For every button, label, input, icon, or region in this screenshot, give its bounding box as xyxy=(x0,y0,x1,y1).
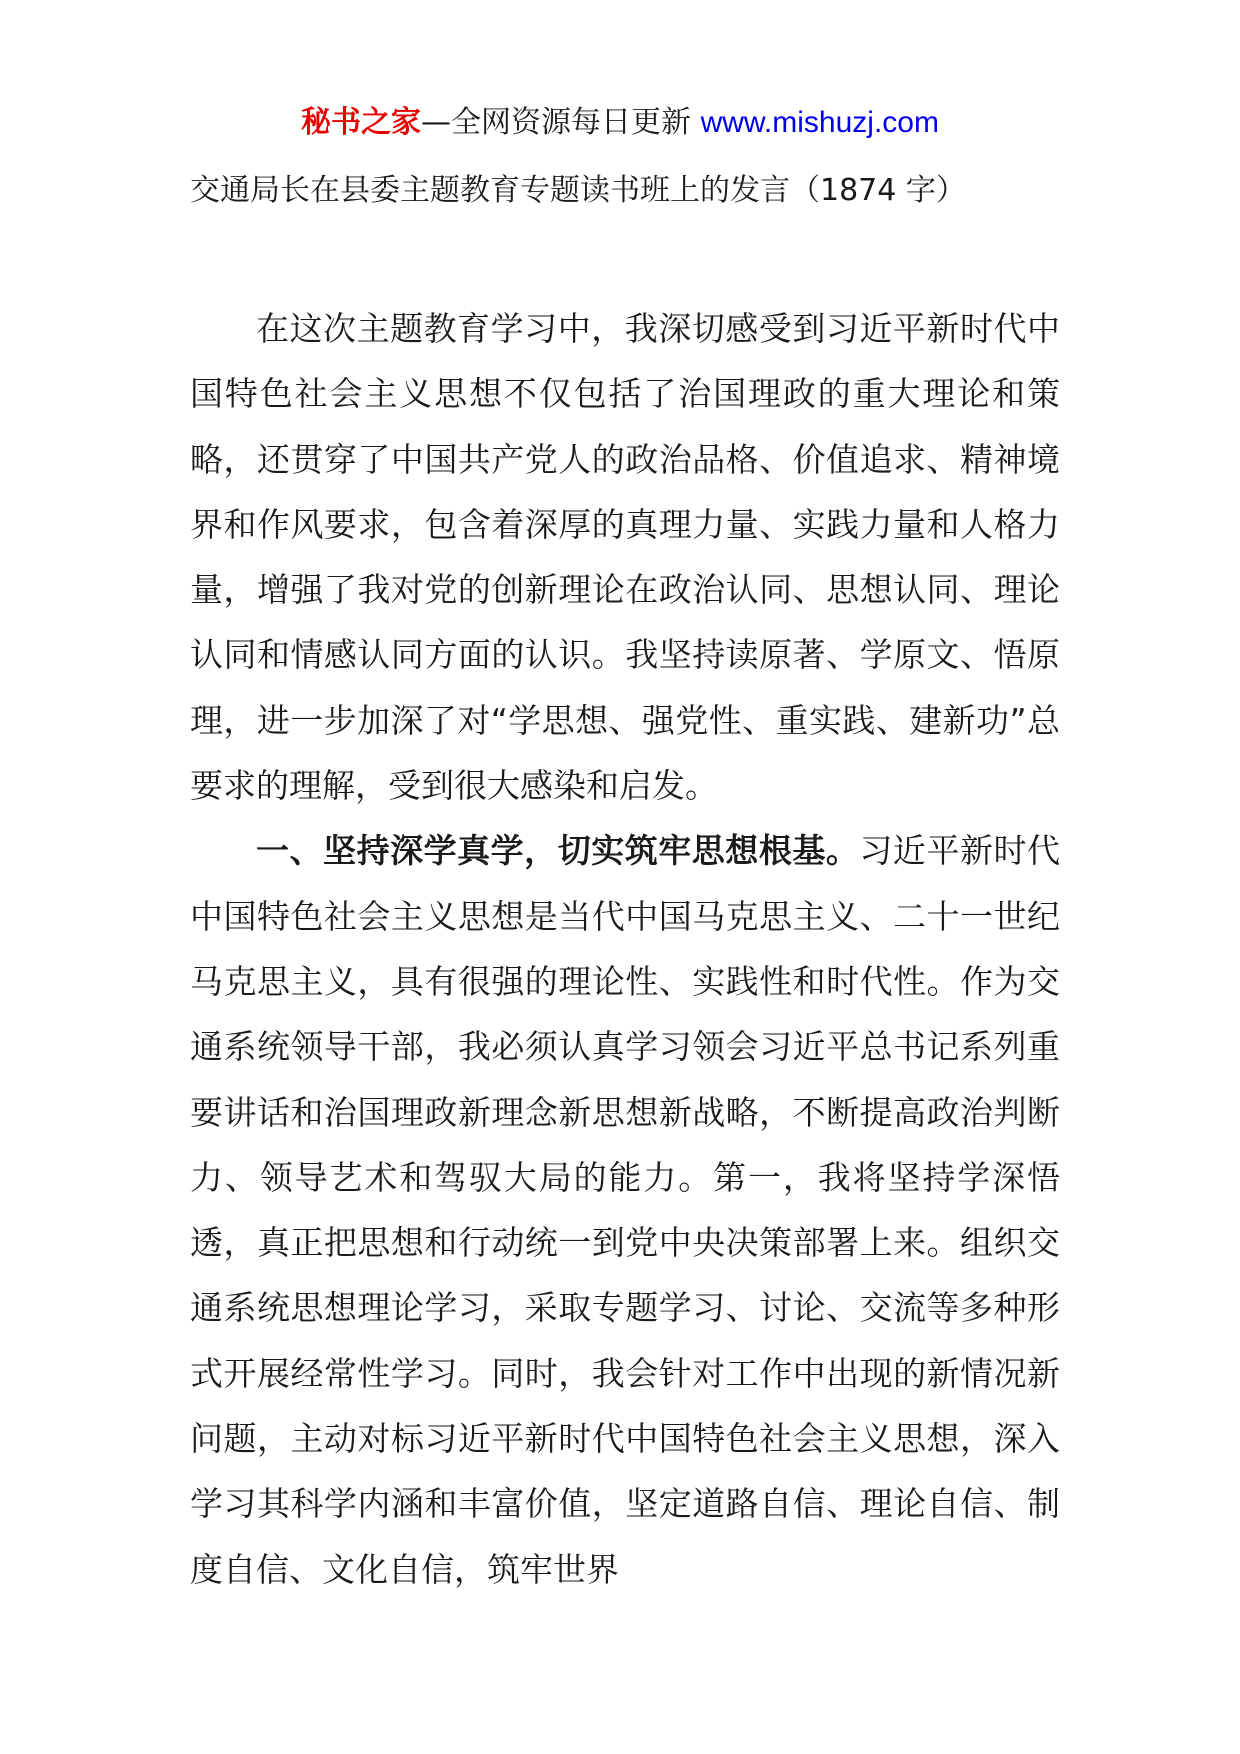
brand-name: 秘书之家 xyxy=(301,105,422,140)
site-header xyxy=(0,100,1240,146)
site-tagline: —全网资源每日更新 xyxy=(421,105,701,140)
document-title: 交通局长在县委主题教育专题读书班上的发言（1874 字） xyxy=(190,173,966,208)
site-url-link[interactable]: www.mishuzj.com xyxy=(700,106,939,139)
paragraph-intro xyxy=(190,296,1060,818)
document-body xyxy=(190,296,1060,1602)
section-heading: 一、坚持深学真学，切实筑牢思想根基。 xyxy=(256,831,860,871)
paragraph-text: 在这次主题教育学习中，我深切感受到习近平新时代中国特色社会主义思想不仅包括了治国理政的重大理论和策略，还贯穿了中国共产党人的政治品格、价值追求、精神境界和作风要求，包含着深厚的真理力量、实践力量和人格力量，增强了我对党的创新理论在政治认同、思想认同、理论认同和情感认同方面的认识。我坚持读原著、学原文、悟原理，进一步加深了对“学思想、强党性、重实践、建新功”总要求的理解，受到很大感染和启发。 xyxy=(190,309,1060,806)
paragraph-section-1 xyxy=(190,818,1060,1602)
paragraph-text: 习近平新时代中国特色社会主义思想是当代中国马克思主义、二十一世纪马克思主义，具有很强的理论性、实践性和时代性。作为交通系统领导干部，我必须认真学习领会习近平总书记系列重要讲话和治国理政新理念新思想新战略，不断提高政治判断力、领导艺术和驾驭大局的能力。第一，我将坚持学深悟透，真正把思想和行动统一到党中央决策部署上来。组织交通系统思想理论学习，采取专题学习、讨论、交流等多种形式开展经常性学习。同时，我会针对工作中出现的新情况新问题，主动对标习近平新时代中国特色社会主义思想，深入学习其科学内涵和丰富价值，坚定道路自信、理论自信、制度自信、文化自信，筑牢世界 xyxy=(190,831,1061,1589)
